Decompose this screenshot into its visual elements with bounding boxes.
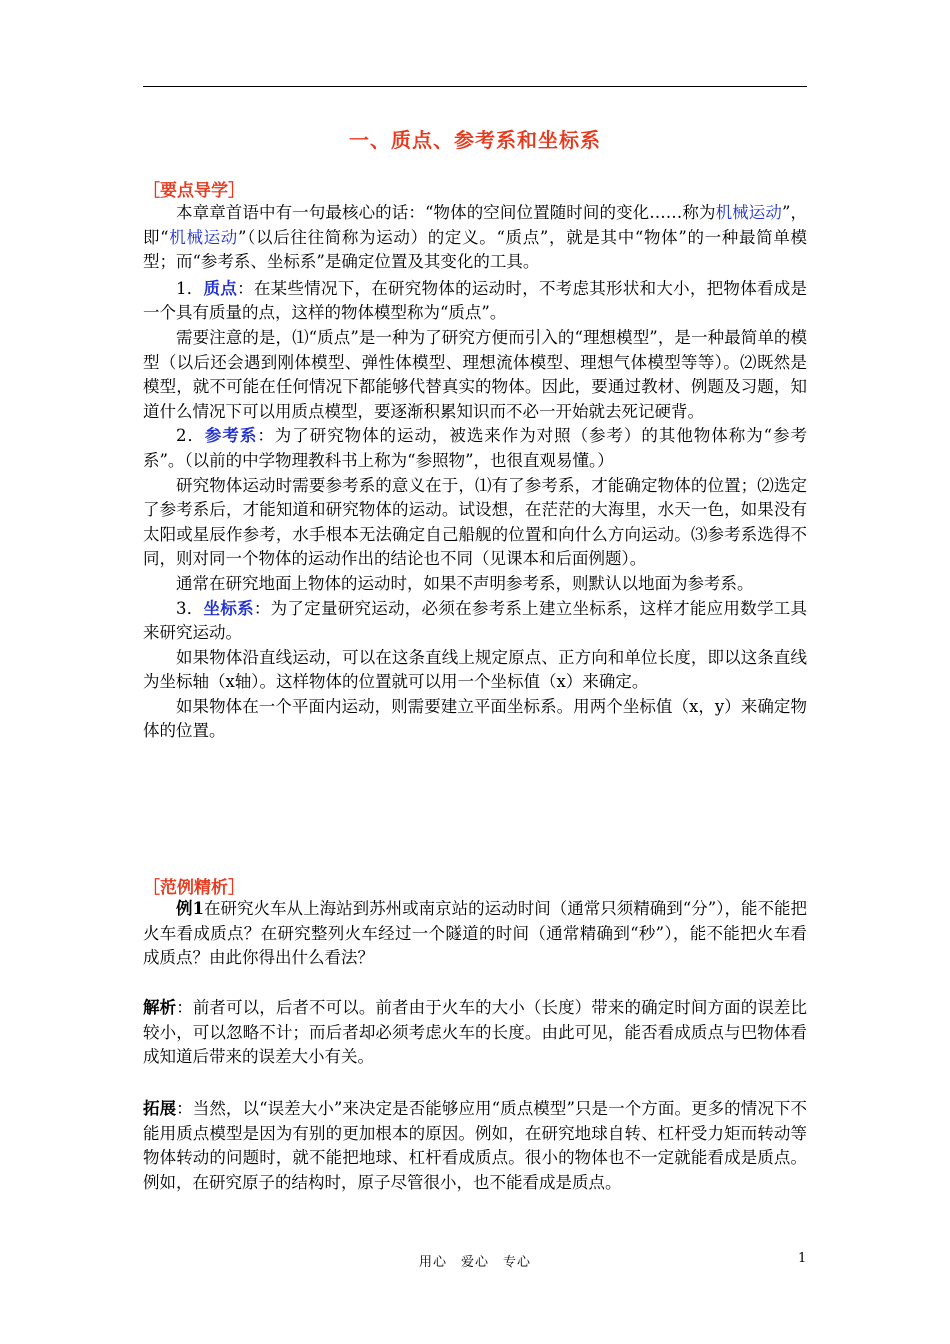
- extension-label: 拓展: [143, 1099, 177, 1118]
- point-1-note: 需要注意的是，⑴“质点”是一种为了研究方便而引入的“理想模型”，是一种最简单的模型（以后还会遇到刚体模型、弹性体模型、理想流体模型、理想气体模型等等）。⑵既然是模型，就不可能在任何情况下都能够代替真实的物体。因此，要通过教材、例题及习题，知道什么情况下可以用质点模型，要逐渐积累知识而不必一开始就去死记硬背。: [143, 327, 807, 421]
- point-2-paragraph: 2．参考系：为了研究物体的运动，被选来作为对照（参考）的其他物体称为“参考系”。（以前的中学物理教科书上称为“参照物”，也很直观易懂。）: [143, 426, 808, 470]
- answer-label: 解析: [143, 998, 177, 1017]
- point-2-note: 研究物体运动时需要参考系的意义在于，⑴有了参考系，才能确定物体的位置；⑵选定了参考系后，才能知道和研究物体的运动。试设想，在茫茫的大海里，水天一色，如果没有太阳或星辰作参考，水手根本无法确定自己船舰的位置和向什么方向运动。⑶参考系选得不同，则对同一个物体的运动作出的结论也不同（见课本和后面例题）。: [143, 475, 807, 569]
- page-title: 一、质点、参考系和坐标系: [349, 128, 601, 152]
- point-3-note: 如果物体沿直线运动，可以在这条直线上规定原点、正方向和单位长度，即以这条直线为坐标轴（x轴）。这样物体的位置就可以用一个坐标值（x）来确定。: [143, 647, 807, 692]
- term-coordinate-system: 坐标系: [203, 598, 254, 618]
- term-particle: 质点: [203, 278, 238, 298]
- example-1-answer: 解析：前者可以，后者不可以。前者由于火车的大小（长度）带来的确定时间方面的误差比较小，可以忽略不计；而后者却必须考虑火车的长度。由此可见，能否看成质点与巴物体看成知道后带来的误差大小有关。: [143, 998, 808, 1067]
- term-mechanical-motion: 机械运动: [715, 203, 782, 222]
- point-1-paragraph: 1．质点：在某些情况下，在研究物体的运动时，不考虑其形状和大小，把物体看成是一个具有质量的点，这样的物体模型称为“质点”。: [143, 278, 808, 323]
- footer-motto: 用心 爱心 专心: [418, 1255, 531, 1270]
- example-1-label: 例1: [176, 899, 204, 918]
- section-key-points-body: [143, 201, 807, 744]
- section-heading-key-points: ［要点导学］: [143, 181, 245, 201]
- header-rule: [143, 86, 807, 87]
- example-1: 例1在研究火车从上海站到苏州或南京站的运动时间（通常只须精确到“分”），能不能把火车看成质点？在研究整列火车经过一个隧道的时间（通常精确到“秒”），能不能把火车看成质点？由此你得出什么看法？: [143, 899, 808, 968]
- term-reference-frame: 参考系: [204, 426, 258, 446]
- example-1-extension: 拓展：当然，以“误差大小”来决定是否能够应用“质点模型”只是一个方面。更多的情况下不能用质点模型是因为有别的更加根本的原因。例如，在研究地球自转、杠杆受力矩而转动等物体转动的问题时，就不能把地球、杠杆看成质点。很小的物体也不一定就能看成是质点。例如，在研究原子的结构时，原子尽管很小，也不能看成是质点。: [143, 1099, 808, 1192]
- intro-paragraph: 本章章首语中有一句最核心的话：“物体的空间位置随时间的变化……称为机械运动”，即“机械运动”（以后往往简称为运动）的定义。“质点”，就是其中“物体”的一种最简单模型；而“参考系、坐标系”是确定位置及其变化的工具。: [143, 203, 808, 272]
- point-3-paragraph: 3．坐标系：为了定量研究运动，必须在参考系上建立坐标系，这样才能应用数学工具来研究运动。: [143, 598, 808, 643]
- term-mechanical-motion-2: 机械运动: [168, 227, 238, 247]
- point-3-note-2: 如果物体在一个平面内运动，则需要建立平面坐标系。用两个坐标值（x，y）来确定物体的位置。: [143, 696, 807, 741]
- section-heading-examples: ［范例精析］: [143, 878, 245, 898]
- point-2-note-2: 通常在研究地面上物体的运动时，如果不声明参考系，则默认以地面为参考系。: [176, 573, 754, 593]
- page-number: 1: [798, 1251, 807, 1266]
